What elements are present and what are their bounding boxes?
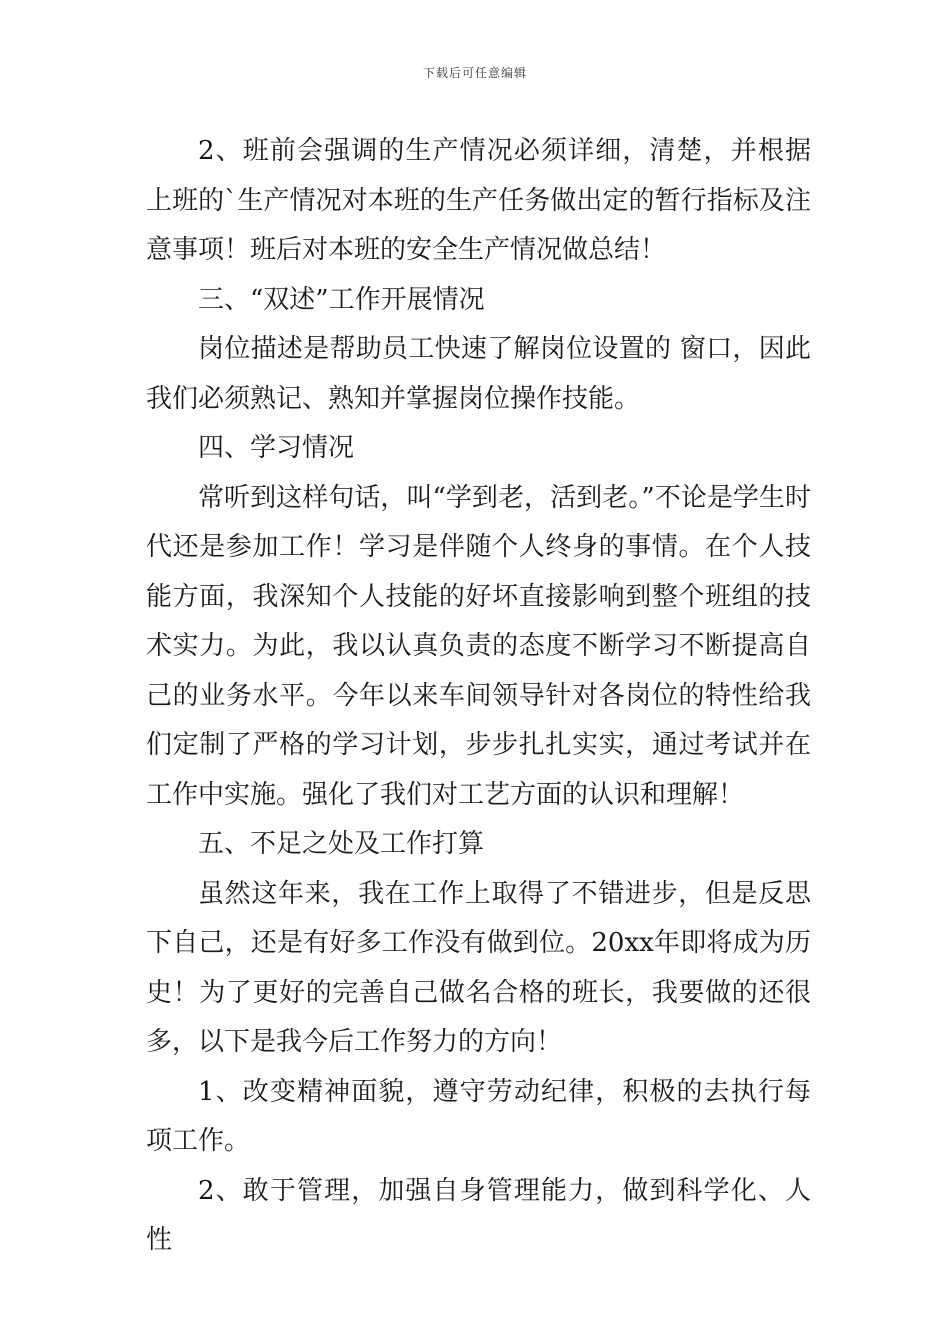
paragraph-learning: 常听到这样句话，叫“学到老，活到老。”不论是学生时代还是参加工作！学习是伴随个人终身的事情。在个人技能方面，我深知个人技能的好坏直接影响到整个班组的技术实力。为此，我以认真负责的态度不断学习不断提高自己的业务水平。今年以来车间领导针对各岗位的特性给我们定制了严格的学习计划，步步扎扎实实，通过考试并在工作中实施。强化了我们对工艺方面的认识和理解！ — [146, 482, 811, 810]
paragraph-shortcomings: 虽然这年来，我在工作上取得了不错进步，但是反思下自己，还是有好多工作没有做到位。20xx年即将成为历史！为了更好的完善自己做名合格的班长，我要做的还很多，以下是我今后工作努力的方向！ — [146, 878, 811, 1057]
paragraph-job-description: 岗位描述是帮助员工快速了解岗位设置的 窗口，因此我们必须熟记、熟知并掌握岗位操作技能。 — [146, 334, 811, 414]
heading-section-five: 五、不足之处及工作打算 — [198, 829, 485, 859]
paragraph-shift-meeting: 2、班前会强调的生产情况必须详细，清楚，并根据上班的`生产情况对本班的生产任务做出定的暂行指标及注意事项！班后对本班的安全生产情况做总结！ — [146, 136, 811, 265]
list-item-one: 1、改变精神面貌，遵守劳动纪律，积极的去执行每项工作。 — [146, 1076, 811, 1156]
document-body — [146, 127, 811, 1266]
page-header-note: 下载后可任意编辑 — [422, 66, 527, 80]
heading-section-four: 四、学习情况 — [198, 433, 355, 463]
heading-section-three: 三、“双述”工作开展情况 — [198, 284, 485, 315]
list-item-two: 2、敢于管理，加强自身管理能力，做到科学化、人性 — [146, 1175, 811, 1255]
